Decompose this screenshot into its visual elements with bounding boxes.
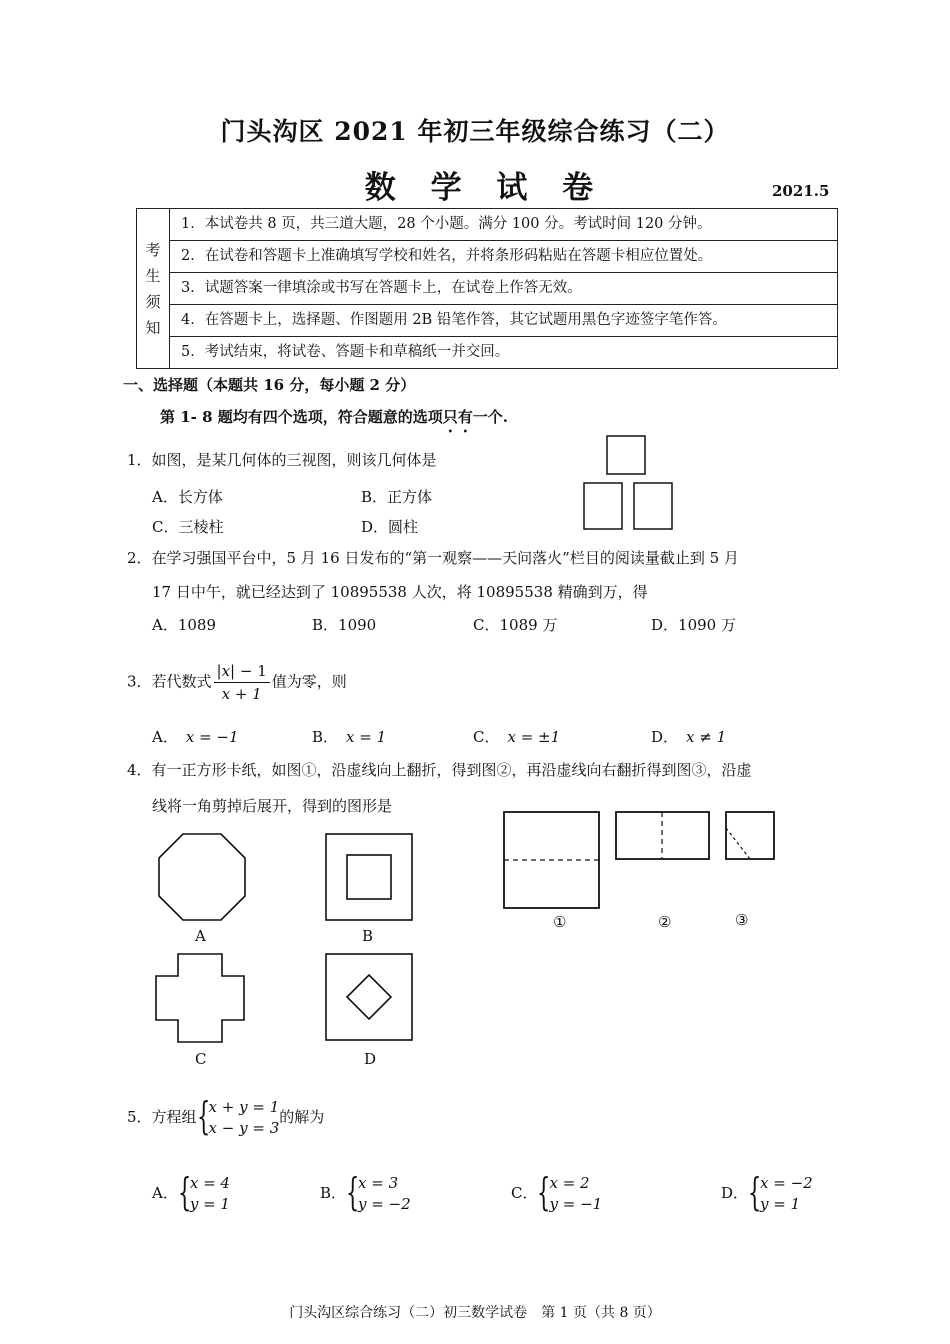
q4-option-d-diamond-hole — [322, 950, 416, 1044]
q4-label-d: D — [364, 1050, 377, 1068]
side-view-rect — [634, 483, 672, 529]
diamond-shape — [347, 975, 391, 1019]
notice-item: 2．在试卷和答题卡上准确填写学校和姓名，并将条形码粘贴在答题卡相应位置处。 — [181, 248, 713, 264]
top-view-square — [607, 436, 645, 474]
page-footer: 门头沟区综合练习（二）初三数学试卷 第 1 页（共 8 页） — [289, 1305, 661, 1321]
notice-item: 1．本试卷共 8 页，共三道大题，28 个小题。满分 100 分。考试时间 120 分钟。 — [181, 216, 712, 232]
q5-option-d: D． { x = −2 y = 1 — [721, 1170, 813, 1214]
fraction: $\frac{|x| - 1}{x + 1}$ — [214, 660, 270, 705]
section-note: 第 1- 8 题均有四个选项，符合题意的选项只有一个. — [160, 408, 509, 426]
question-2-line1: 2．在学习强国平台中，5 月 16 日发布的“第一观察——天问落火”栏目的阅读量截止到 5 月 — [127, 549, 739, 567]
q4-label-b: B — [362, 927, 374, 945]
q4-label-c: C — [195, 1050, 207, 1068]
q4-option-c-cross — [152, 950, 248, 1046]
notice-heading: 考 生 须 知 — [137, 209, 170, 369]
cross-shape — [156, 954, 244, 1042]
q5-option-a: A． { x = 4 y = 1 — [152, 1170, 230, 1214]
q1-option-c: C．三棱柱 — [152, 518, 224, 536]
q3-option-c: C． x = ±1 — [473, 728, 561, 746]
section-heading: 一、选择题（本题共 16 分，每小题 2 分） — [123, 376, 416, 394]
fold-figure-2 — [612, 809, 712, 863]
fold-label-3: ③ — [735, 911, 749, 929]
front-view-rect — [584, 483, 622, 529]
question-2-line2: 17 日中午，就已经达到了 10895538 人次，将 10895538 精确到万，得 — [152, 583, 648, 601]
q3-option-a: A． x = −1 — [152, 728, 239, 746]
q4-label-a: A — [195, 927, 206, 945]
three-view-figure — [580, 433, 680, 535]
q5-option-c: C． { x = 2 y = −1 — [511, 1170, 603, 1214]
octagon-shape — [159, 834, 245, 920]
question-5-stem: 5．方程组 { x + y = 1 x − y = 3 的解为 — [127, 1094, 325, 1138]
q4-option-a-octagon — [155, 830, 250, 925]
q3-option-d: D． x ≠ 1 — [651, 728, 727, 746]
q1-option-b: B．正方体 — [361, 488, 433, 506]
question-3-stem: 3．若代数式 $\frac{|x| - 1}{x + 1}$ 值为零，则 — [127, 662, 347, 703]
q1-option-d: D．圆柱 — [361, 518, 419, 536]
page-subtitle: 数 学 试 卷 — [364, 170, 606, 206]
equation-system: { x + y = 1 x − y = 3 — [196, 1094, 280, 1138]
q2-option-d: D．1090 万 — [651, 616, 736, 634]
q5-option-b: B． { x = 3 y = −2 — [320, 1170, 411, 1214]
fold-label-1: ① — [553, 913, 567, 931]
exam-date: 2021.5 — [772, 182, 830, 200]
fold-label-2: ② — [658, 913, 672, 931]
notice-item: 4．在答题卡上，选择题、作图题用 2B 铅笔作答，其它试题用黑色字迹签字笔作答。 — [181, 312, 727, 328]
q2-option-c: C．1089 万 — [473, 616, 558, 634]
notice-item: 5．考试结束，将试卷、答题卡和草稿纸一并交回。 — [181, 344, 510, 360]
fold-figure-3 — [722, 809, 778, 863]
q2-option-b: B．1090 — [312, 616, 377, 634]
q2-option-a: A．1089 — [152, 616, 217, 634]
q4-option-b-square-hole — [322, 830, 416, 924]
q1-option-a: A．长方体 — [152, 488, 223, 506]
question-4-line1: 4．有一正方形卡纸，如图①，沿虚线向上翻折，得到图②，再沿虚线向右翻折得到图③，沿虚 — [127, 761, 752, 779]
question-4-line2: 线将一角剪掉后展开，得到的图形是 — [152, 797, 393, 815]
fold-figure-1 — [500, 808, 604, 912]
notice-box — [136, 208, 838, 369]
cut-line — [726, 828, 750, 859]
question-1-stem: 1．如图，是某几何体的三视图，则该几何体是 — [127, 451, 437, 469]
page-title: 门头沟区 2021 年初三年级综合练习（二） — [220, 117, 730, 146]
q3-option-b: B． x = 1 — [312, 728, 387, 746]
notice-item: 3．试题答案一律填涂或书写在答题卡上，在试卷上作答无效。 — [181, 280, 582, 296]
